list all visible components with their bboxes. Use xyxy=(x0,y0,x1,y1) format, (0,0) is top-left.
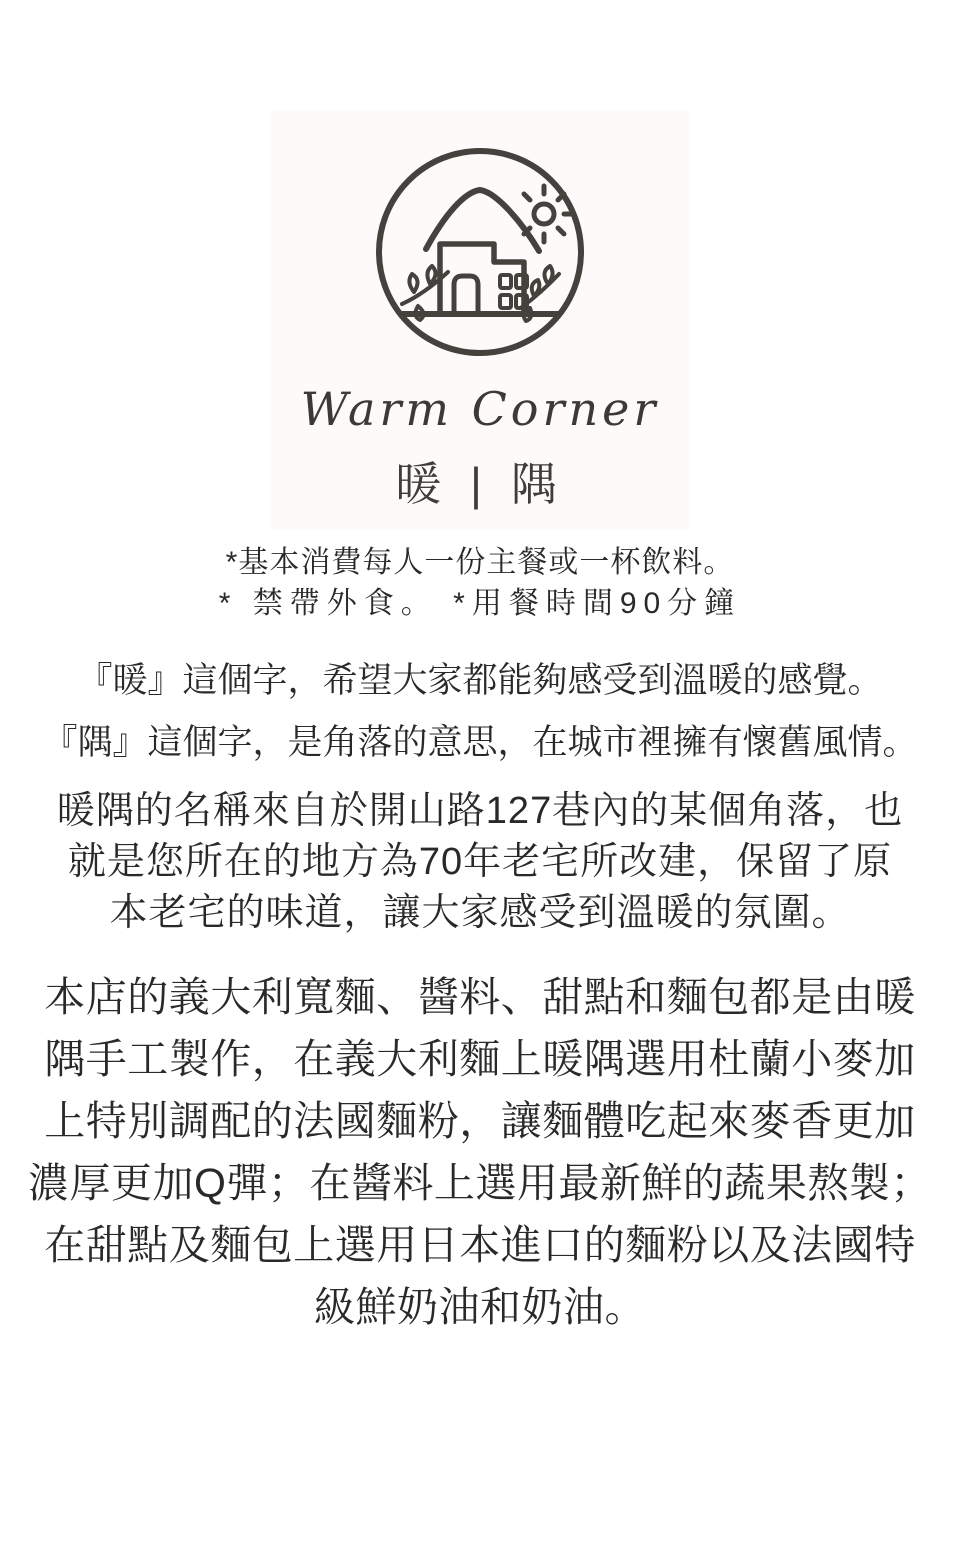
origin-line: 本老宅的味道，讓大家感受到溫暖的氛圍。 xyxy=(109,892,851,934)
origin-line: 就是您所在的地方為70年老宅所改建，保留了原 xyxy=(67,841,893,883)
window-icon xyxy=(500,295,511,308)
craft-description xyxy=(0,966,960,1338)
sun-icon xyxy=(534,204,554,224)
logo-circle-icon xyxy=(379,151,581,353)
craft-line: 在甜點及麵包上選用日本進口的麵粉以及法國特 xyxy=(44,1222,916,1268)
logo-house-circle-icon xyxy=(372,144,588,360)
craft-line: 上特別調配的法國麵粉，讓麵體吃起來麥香更加 xyxy=(44,1098,916,1144)
door-icon xyxy=(454,276,478,314)
note-no-outside-food: * 禁帶外食。 *用餐時間90分鐘 xyxy=(218,587,742,620)
brand-logo xyxy=(270,110,690,530)
origin-story xyxy=(0,786,960,939)
craft-line: 隅手工製作，在義大利麵上暖隅選用杜蘭小麥加 xyxy=(44,1036,916,1082)
craft-line: 級鮮奶油和奶油。 xyxy=(314,1284,646,1330)
meaning-nuan-line: 『暖』這個字，希望大家都能夠感受到溫暖的感覺。 xyxy=(77,661,883,700)
window-icon xyxy=(500,275,511,288)
origin-line: 暖隅的名稱來自於開山路127巷內的某個角落，也 xyxy=(56,790,904,832)
craft-line: 濃厚更加Q彈；在醬料上選用最新鮮的蔬果熬製； xyxy=(28,1160,932,1206)
brand-name-script: Warm Corner xyxy=(300,382,660,436)
craft-line: 本店的義大利寬麵、醬料、甜點和麵包都是由暖 xyxy=(44,974,916,1020)
name-meaning xyxy=(0,650,960,774)
dining-notes xyxy=(0,542,960,624)
note-min-charge: *基本消費每人一份主餐或一杯飲料。 xyxy=(225,546,735,579)
brand-name-cjk: 暖 | 隅 xyxy=(395,458,565,510)
meaning-yu-line: 『隅』這個字，是角落的意思，在城市裡擁有懷舊風情。 xyxy=(42,723,918,762)
